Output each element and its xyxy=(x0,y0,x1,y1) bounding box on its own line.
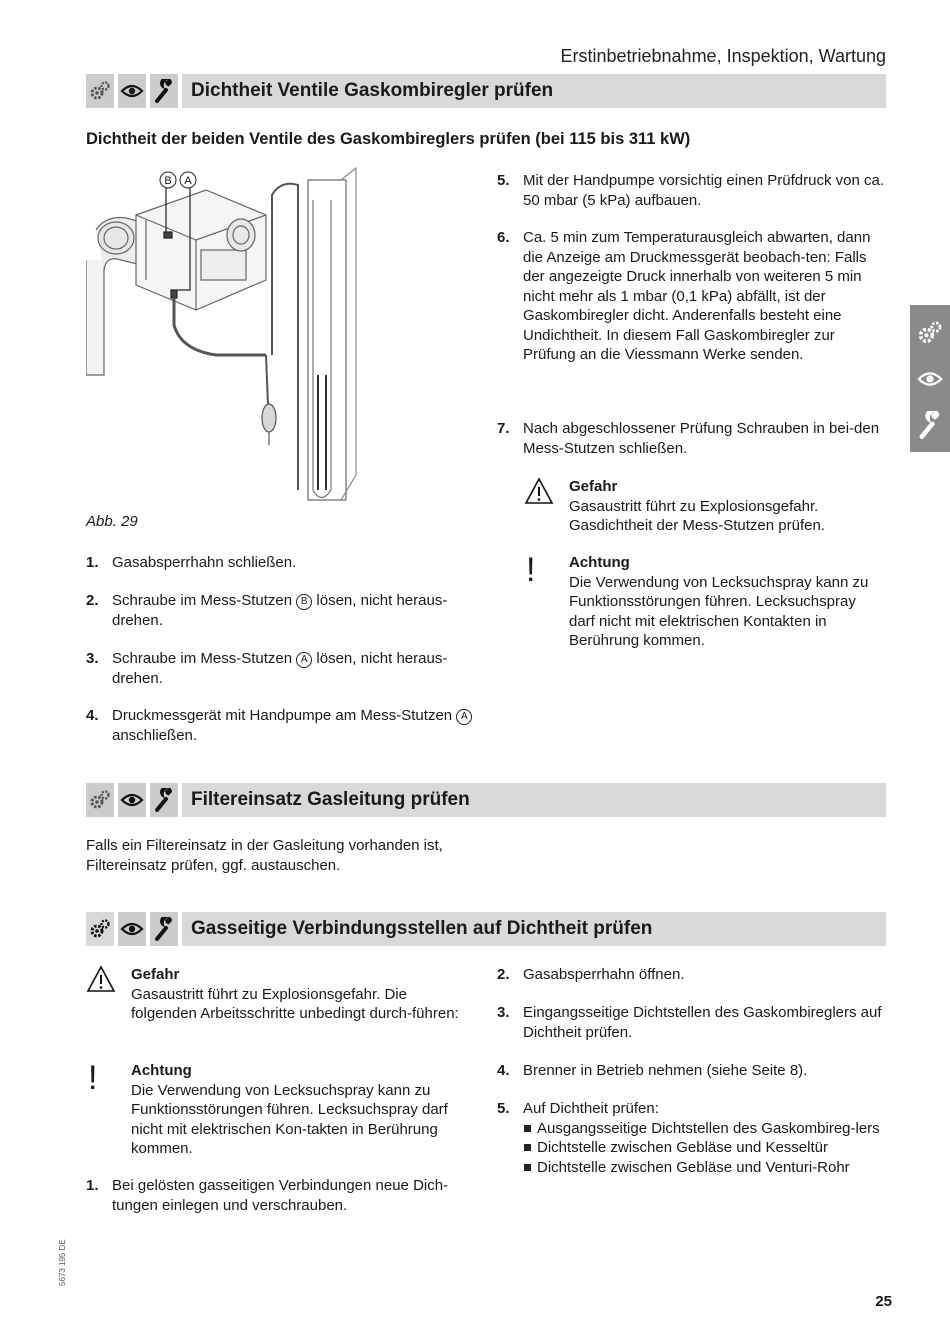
wrench-icon xyxy=(917,402,943,448)
section-subtitle: Dichtheit der beiden Ventile des Gaskombireglers prüfen (bei 115 bis 311 kW) xyxy=(86,130,691,148)
page-number: 25 xyxy=(875,1293,892,1310)
step-text: Gasabsperrhahn schließen. xyxy=(112,554,297,571)
section-title: Filtereinsatz Gasleitung prüfen xyxy=(182,783,886,817)
step-6 xyxy=(497,228,887,365)
step-number: 3. xyxy=(86,650,99,667)
eye-icon xyxy=(118,74,146,108)
step-text: lösen, nicht heraus-drehen. xyxy=(112,592,448,629)
step-number: 1. xyxy=(86,1177,99,1194)
gears-icon xyxy=(86,74,114,108)
step-4 xyxy=(497,1061,887,1081)
step-text: Brenner in Betrieb nehmen (siehe Seite 8). xyxy=(523,1062,808,1079)
list-item: Ausgangsseitige Dichtstellen des Gaskombireg-lers xyxy=(523,1119,887,1139)
step-text: Auf Dichtheit prüfen: xyxy=(523,1100,659,1117)
step-text: Bei gelösten gasseitigen Verbindungen neue Dich-tungen einlegen und verschrauben. xyxy=(112,1177,449,1214)
step-number: 3. xyxy=(497,1004,510,1021)
step-7 xyxy=(497,419,887,458)
gears-icon xyxy=(917,310,943,356)
step-number: 5. xyxy=(497,172,510,189)
eye-icon xyxy=(916,356,944,402)
figure-label-a: A xyxy=(184,175,192,187)
gears-icon xyxy=(86,783,114,817)
step-2 xyxy=(86,591,476,630)
danger-notice xyxy=(524,477,869,536)
exclamation-icon: ! xyxy=(526,551,536,589)
header-title: Erstinbetriebnahme, Inspektion, Wartung xyxy=(560,46,886,66)
step-text: Schraube im Mess-Stutzen xyxy=(112,592,297,609)
eye-icon xyxy=(118,912,146,946)
marker-a: A xyxy=(296,652,312,668)
step-text: Schraube im Mess-Stutzen xyxy=(112,650,297,667)
step-text: Ca. 5 min zum Temperaturausgleich abwarten, dann die Anzeige am Druckmessgerät beobach-ten: Falls der angezeigte Druck innerhalb von weiteren 5 min nicht mehr als 1 mbar (0,1 kPa) abfällt, ist der Gaskombiregler dicht. Anderenfalls besteht eine Undichtheit. In diesem Fall Gaskombiregler zur Prüfung an die Viessmann Werke senden. xyxy=(523,229,871,363)
section-bar-filter xyxy=(86,783,886,817)
step-text: Eingangsseitige Dichtstellen des Gaskombireglers auf Dichtheit prüfen. xyxy=(523,1004,882,1041)
eye-icon xyxy=(118,783,146,817)
section-bar-verbindungsstellen xyxy=(86,912,886,946)
section-title: Dichtheit Ventile Gaskombiregler prüfen xyxy=(182,74,886,108)
step-text: anschließen. xyxy=(112,726,198,744)
step-3 xyxy=(497,1003,887,1042)
step-text: lösen, nicht heraus-drehen. xyxy=(112,650,448,687)
danger-text: Gasaustritt führt zu Explosionsgefahr. Gasdichtheit der Mess-Stutzen prüfen. xyxy=(569,497,825,534)
figure-gas-valve xyxy=(86,160,386,505)
step-text: Nach abgeschlossener Prüfung Schrauben in bei-den Mess-Stutzen schließen. xyxy=(523,420,880,457)
side-tab xyxy=(910,305,950,452)
warning-triangle-icon xyxy=(86,965,116,999)
step-1 xyxy=(86,1176,476,1215)
caution-notice xyxy=(86,1061,466,1159)
step-number: 1. xyxy=(86,554,99,571)
caution-title: Achtung xyxy=(131,1062,192,1079)
caution-text: Die Verwendung von Lecksuchspray kann zu Funktionsstörungen führen. Lecksuchspray darf nicht mit elektrischen Kon-takten in Berührung kommen. xyxy=(131,1081,448,1157)
step-5 xyxy=(497,1099,887,1177)
danger-notice xyxy=(86,965,466,1024)
caution-notice xyxy=(524,553,869,651)
danger-text: Gasaustritt führt zu Explosionsgefahr. Die folgenden Arbeitsschritte unbedingt durch-führen: xyxy=(131,985,459,1022)
wrench-icon xyxy=(150,783,178,817)
list-item: Dichtstelle zwischen Gebläse und Kesseltür xyxy=(523,1138,887,1158)
marker-b: B xyxy=(296,594,312,610)
figure-label-b: B xyxy=(164,175,172,187)
caution-title: Achtung xyxy=(569,554,630,571)
exclamation-icon: ! xyxy=(88,1059,98,1097)
step-text: Gasabsperrhahn öffnen. xyxy=(523,966,685,983)
wrench-icon xyxy=(150,912,178,946)
step-number: 4. xyxy=(86,707,99,724)
wrench-icon xyxy=(150,74,178,108)
step-1 xyxy=(86,553,476,573)
step-number: 7. xyxy=(497,420,510,437)
step-text: Druckmessgerät mit Handpumpe am Mess-Stutzen xyxy=(112,707,457,724)
step-5 xyxy=(497,171,887,210)
document-number: 5673 195 DE xyxy=(58,1239,67,1286)
step-number: 6. xyxy=(497,229,510,246)
step-4 xyxy=(86,706,476,745)
warning-triangle-icon xyxy=(524,477,554,511)
danger-title: Gefahr xyxy=(569,478,618,495)
step-3 xyxy=(86,649,476,688)
step-number: 2. xyxy=(86,592,99,609)
section-title: Gasseitige Verbindungsstellen auf Dichtheit prüfen xyxy=(182,912,886,946)
danger-title: Gefahr xyxy=(131,966,180,983)
figure-caption: Abb. 29 xyxy=(86,513,138,530)
filter-text: Falls ein Filtereinsatz in der Gasleitung vorhanden ist, Filtereinsatz prüfen, ggf. austauschen. xyxy=(86,837,443,874)
step-number: 5. xyxy=(497,1100,510,1117)
caution-text: Die Verwendung von Lecksuchspray kann zu Funktionsstörungen führen. Lecksuchspray darf nicht mit elektrischen Kontakten in Berührung kommen. xyxy=(569,573,869,649)
step-text: Mit der Handpumpe vorsichtig einen Prüfdruck von ca. 50 mbar (5 kPa) aufbauen. xyxy=(523,172,885,209)
section-bar-ventile xyxy=(86,74,886,108)
gears-icon xyxy=(86,912,114,946)
step-2 xyxy=(497,965,887,985)
check-list xyxy=(523,1119,887,1178)
step-number: 4. xyxy=(497,1062,510,1079)
step-number: 2. xyxy=(497,966,510,983)
marker-a: A xyxy=(456,709,472,725)
list-item: Dichtstelle zwischen Gebläse und Venturi-Rohr xyxy=(523,1158,887,1178)
